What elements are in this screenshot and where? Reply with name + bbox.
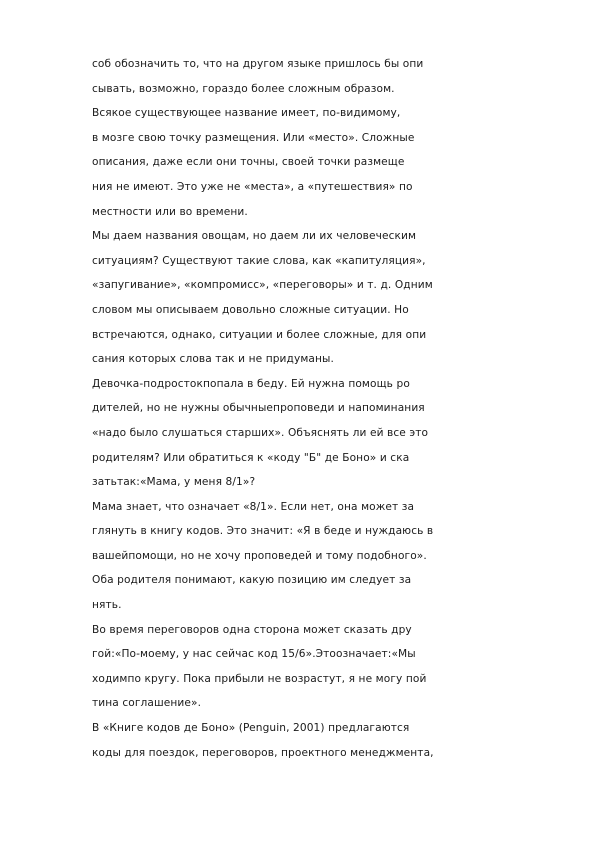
text-line: вашейпомощи, но не хочу проповедей и тому подобного». [92, 549, 427, 562]
text-line: Девочка-подростокпопала в беду. Ей нужна помощь ро [92, 377, 410, 390]
text-line: Мы даем названия овощам, но даем ли их человеческим [92, 230, 417, 243]
text-line: затьтак:«Мама, у меня 8/1»? [92, 476, 256, 489]
text-line: В «Книге кодов де Боно» (Penguin, 2001) предлагаются [92, 722, 410, 735]
text-line: ния не имеют. Это уже не «места», а «путешествия» по [92, 180, 413, 193]
text-line: родителям? Или обратиться к «коду "Б" де Боно» и ска [92, 451, 410, 464]
text-line: дителей, но не нужны обычныепроповеди и напоминания [92, 402, 425, 415]
text-line: местности или во времени. [92, 205, 248, 218]
text-line: словом мы описываем довольно сложные ситуации. Но [92, 303, 409, 316]
text-line: встречаются, однако, ситуации и более сложные, для опи [92, 328, 427, 341]
text-line: сывать, возможно, гораздо более сложным образом. [92, 82, 395, 95]
text-line: «надо было слушаться старших». Объяснять ли ей все это [92, 426, 429, 439]
text-line: сания которых слова так и не придуманы. [92, 353, 334, 366]
text-line: тина соглашение». [92, 697, 202, 710]
text-line: Мама знает, что означает «8/1». Если нет, она может за [92, 500, 415, 513]
text-line: Оба родителя понимают, какую позицию им следует за [92, 574, 412, 587]
text-line: соб обозначить то, что на другом языке пришлось бы опи [92, 58, 424, 70]
text-line: гой:«По-моему, у нас сейчас код 15/6».Этоозначает:«Мы [92, 648, 416, 661]
text-line: коды для поездок, переговоров, проектного менеджмента, [92, 746, 434, 759]
body-text [92, 52, 572, 765]
text-line: нять. [92, 599, 122, 612]
text-line: Всякое существующее название имеет, по-видимому, [92, 107, 401, 120]
text-line: ходимпо кругу. Пока прибыли не возрастут, я не могу пой [92, 672, 427, 685]
text-line: ситуациям? Существуют такие слова, как «капитуляция», [92, 254, 426, 267]
text-line: в мозге свою точку размещения. Или «место». Сложные [92, 131, 415, 144]
text-line: глянуть в книгу кодов. Это значит: «Я в беде и нуждаюсь в [92, 525, 434, 538]
text-line: описания, даже если они точны, своей точки размеще [92, 156, 405, 169]
text-line: «запугивание», «компромисс», «переговоры» и т. д. Одним [92, 279, 433, 292]
text-line: Во время переговоров одна сторона может сказать дру [92, 623, 412, 636]
